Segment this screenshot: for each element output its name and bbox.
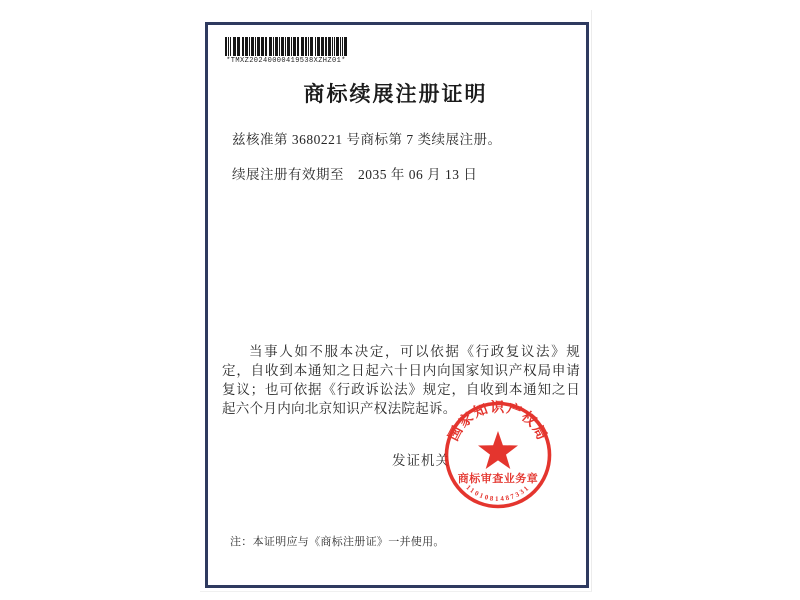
footnote: 注：本证明应与《商标注册证》一并使用。	[230, 536, 445, 548]
seal-inner-text: 商标审查业务章	[457, 473, 539, 485]
barcode-bars	[225, 37, 347, 56]
official-seal-icon	[443, 400, 553, 510]
issuer-label: 发证机关	[392, 453, 450, 468]
validity-date: 2035 年 06 月 13 日	[358, 167, 478, 182]
approval-line: 兹核准第 3680221 号商标第 7 类续展注册。	[232, 132, 502, 147]
barcode	[225, 37, 347, 65]
seal-serial-number: 1101081487331	[464, 483, 532, 504]
certificate-page	[200, 10, 592, 592]
seal-top-arc-text: 国家知识产权局	[446, 401, 550, 444]
seal-star-icon	[478, 431, 518, 469]
validity-label: 续展注册有效期至	[232, 167, 344, 182]
barcode-caption: *TMXZ20240000419538XZHZ01*	[226, 57, 346, 65]
notice-paragraph: 当事人如不服本决定，可以依据《行政复议法》规定，自收到本通知之日起六十日内向国家知识产权局申请复议；也可依据《行政诉讼法》规定，自收到本通知之日起六个月内向北京知识产权法院起诉。	[222, 344, 580, 416]
validity-line	[232, 163, 477, 183]
page-title: 商标续展注册证明	[303, 82, 488, 106]
